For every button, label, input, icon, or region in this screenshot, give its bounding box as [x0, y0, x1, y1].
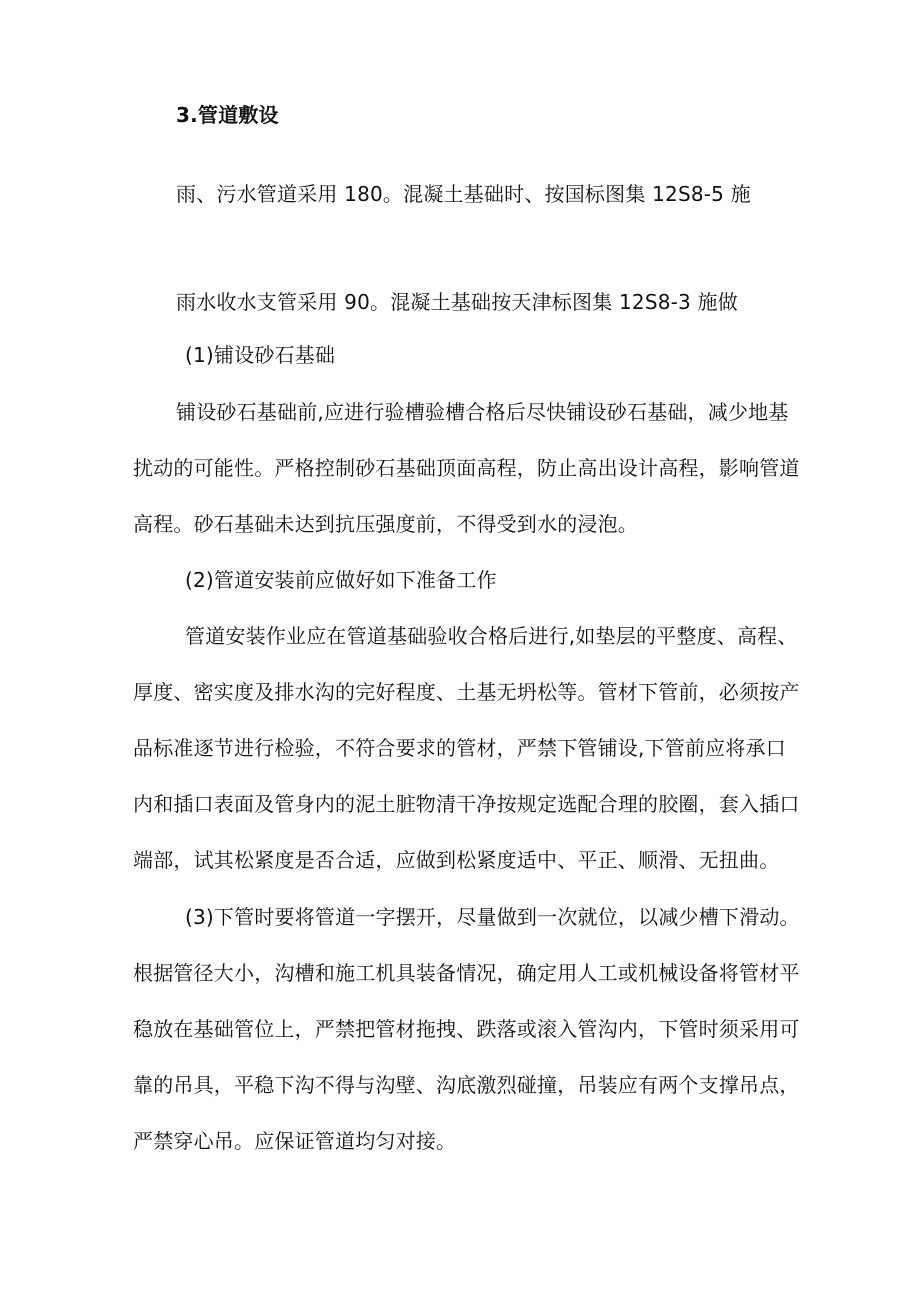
text-line: 根据管径大小，沟槽和施工机具装备情况，确定用人工或机械设备将管材平	[133, 961, 800, 985]
text-line: 厚度、密实度及排水沟的完好程度、土基无坍松等。管材下管前，必须按产	[133, 680, 800, 704]
subsection-heading: (1)铺设砂石基础	[185, 343, 336, 367]
subsection-heading: (2)管道安装前应做好如下准备工作	[185, 568, 497, 592]
text-line: 严禁穿心吊。应保证管道均匀对接。	[133, 1129, 457, 1153]
text-line: 管道安装作业应在管道基础验收合格后进行,如垫层的平整度、高程、	[185, 624, 798, 648]
text-line: (3)下管时要将管道一字摆开，尽量做到一次就位，以减少槽下滑动。	[185, 905, 800, 929]
text-line: 品标准逐节进行检验，不符合要求的管材，严禁下管铺设,下管前应将承口	[133, 736, 786, 760]
text-line: 铺设砂石基础前,应进行验槽验槽合格后尽快铺设砂石基础，减少地基	[176, 400, 789, 424]
text-line: 扰动的可能性。严格控制砂石基础顶面高程，防止高出设计高程，影响管道	[133, 456, 800, 480]
text-line: 靠的吊具，平稳下沟不得与沟壁、沟底激烈碰撞，吊装应有两个支撑吊点，	[133, 1073, 800, 1097]
text-line: 内和插口表面及管身内的泥土脏物清干净按规定选配合理的胶圈，套入插口	[133, 792, 800, 816]
text-line: 端部，试其松紧度是否合适，应做到松紧度适中、平正、顺滑、无扭曲。	[133, 848, 780, 872]
text-line: 高程。砂石基础未达到抗压强度前，不得受到水的浸泡。	[133, 512, 638, 536]
section-heading: 3.管道敷设	[176, 103, 279, 127]
text-line: 雨水收水支管采用 90。混凝土基础按天津标图集 12S8-3 施做	[176, 290, 738, 314]
text-line: 雨、污水管道采用 180。混凝土基础时、按国标图集 12S8-5 施	[176, 182, 751, 206]
text-line: 稳放在基础管位上，严禁把管材拖拽、跌落或滚入管沟内，下管时须采用可	[133, 1017, 800, 1041]
